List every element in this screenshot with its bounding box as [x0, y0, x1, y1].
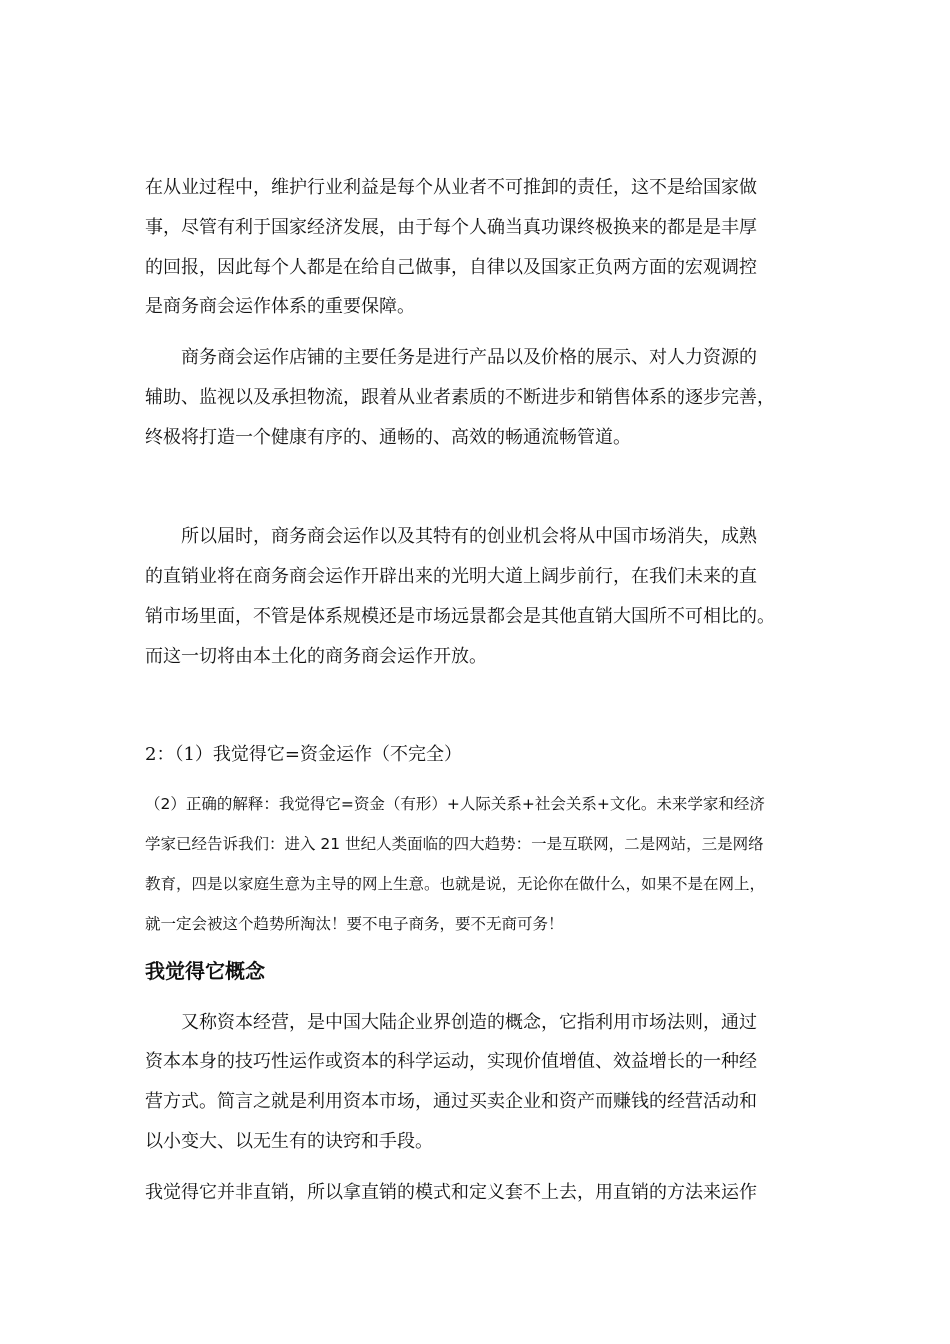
- paragraph-5-line: 以小变大、以无生有的诀窍和手段。: [145, 1131, 433, 1152]
- paragraph-5-line: 又称资本经营，是中国大陆企业界创造的概念，它指利用市场法则，通过: [181, 1012, 757, 1033]
- paragraph-2-line: 辅助、监视以及承担物流，跟着从业者素质的不断进步和销售体系的逐步完善，: [145, 387, 775, 408]
- section-heading: 我觉得它概念: [145, 959, 265, 983]
- paragraph-2-line: 终极将打造一个健康有序的、通畅的、高效的畅通流畅管道。: [145, 427, 631, 448]
- paragraph-4-line: （2）正确的解释：我觉得它=资金（有形）+人际关系+社会关系+文化。未来学家和经济: [145, 795, 765, 813]
- paragraph-5-line: 资本本身的技巧性运作或资本的科学运动，实现价值增值、效益增长的一种经: [145, 1051, 757, 1072]
- paragraph-4-line: 学家已经告诉我们：进入 21 世纪人类面临的四大趋势：一是互联网，二是网站，三是网络: [145, 835, 764, 853]
- paragraph-5-line: 营方式。简言之就是利用资本市场，通过买卖企业和资产而赚钱的经营活动和: [145, 1091, 757, 1112]
- paragraph-4-line: 教育，四是以家庭生意为主导的网上生意。也就是说，无论你在做什么，如果不是在网上，: [145, 875, 766, 893]
- paragraph-3-line: 的直销业将在商务商会运作开辟出来的光明大道上阔步前行，在我们未来的直: [145, 566, 757, 587]
- paragraph-3-line: 而这一切将由本土化的商务商会运作开放。: [145, 646, 487, 667]
- paragraph-1-line: 事，尽管有利于国家经济发展，由于每个人确当真功课终极换来的都是是丰厚: [145, 217, 757, 238]
- paragraph-1-line: 的回报，因此每个人都是在给自己做事，自律以及国家正负两方面的宏观调控: [145, 257, 757, 278]
- list-item-2: 2：（1）我觉得它=资金运作（不完全）: [145, 744, 462, 765]
- paragraph-4-line: 就一定会被这个趋势所淘汰！要不电子商务，要不无商可务！: [145, 915, 564, 933]
- paragraph-1-line: 是商务商会运作体系的重要保障。: [145, 296, 415, 317]
- paragraph-3-line: 所以届时，商务商会运作以及其特有的创业机会将从中国市场消失，成熟: [181, 526, 757, 547]
- paragraph-1-line: 在从业过程中，维护行业利益是每个从业者不可推卸的责任，这不是给国家做: [145, 177, 757, 198]
- paragraph-2-line: 商务商会运作店铺的主要任务是进行产品以及价格的展示、对人力资源的: [181, 347, 757, 368]
- paragraph-3-line: 销市场里面，不管是体系规模还是市场远景都会是其他直销大国所不可相比的。: [145, 606, 775, 627]
- paragraph-6-line: 我觉得它并非直销，所以拿直销的模式和定义套不上去，用直销的方法来运作: [145, 1182, 757, 1203]
